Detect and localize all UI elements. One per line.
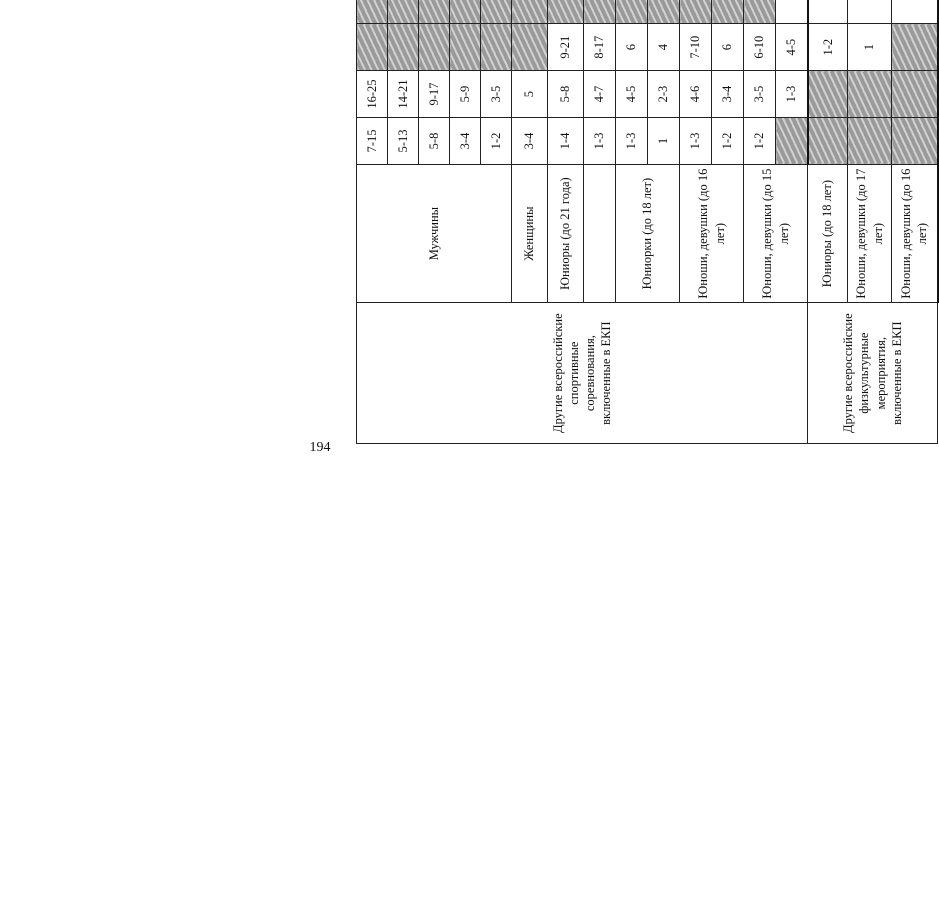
place-cell: 1 xyxy=(848,24,892,71)
place-cell xyxy=(584,0,616,24)
competition-group-label: Другие всероссийские физкультурные мероприятия, включенные в ЕКП xyxy=(808,303,938,444)
place-cell: 1-3 xyxy=(680,118,712,165)
place-cell: 1-2 xyxy=(744,118,776,165)
place-cell: 1-2 xyxy=(808,24,848,71)
place-cell: 6 xyxy=(616,24,648,71)
category-label: Юноши, девушки (до 17 лет) xyxy=(848,164,892,302)
place-cell xyxy=(388,24,419,71)
place-cell xyxy=(388,0,419,24)
place-cell: 1 xyxy=(648,118,680,165)
place-cell xyxy=(450,0,481,24)
place-cell xyxy=(892,0,938,24)
place-cell xyxy=(357,0,388,24)
place-cell: 16-25 xyxy=(357,71,388,118)
place-cell: 14-21 xyxy=(388,71,419,118)
place-cell: 3-4 xyxy=(512,118,548,165)
category-label: Юниоры (до 18 лет) xyxy=(808,164,848,302)
place-cell xyxy=(892,118,938,165)
place-cell xyxy=(744,0,776,24)
place-cell xyxy=(512,24,548,71)
place-cell: 5-8 xyxy=(548,71,584,118)
table-row xyxy=(808,0,848,444)
place-cell: 1-3 xyxy=(584,118,616,165)
category-label: Юниорки (до 18 лет) xyxy=(616,164,680,302)
category-label: Юноши, девушки (до 15 лет) xyxy=(744,164,808,302)
place-cell: 3-5 xyxy=(481,71,512,118)
category-label: Мужчины xyxy=(357,164,512,302)
place-cell: 8-17 xyxy=(584,24,616,71)
place-cell: 4-6 xyxy=(680,71,712,118)
category-label: Юноши, девушки (до 16 лет) xyxy=(892,164,938,302)
category-label: Юниоры (до 21 года) xyxy=(548,164,584,302)
place-cell: 4-5 xyxy=(776,24,808,71)
table-row xyxy=(357,0,388,444)
place-cell xyxy=(808,71,848,118)
place-cell xyxy=(481,0,512,24)
place-cell xyxy=(481,24,512,71)
place-cell xyxy=(848,0,892,24)
place-cell xyxy=(808,0,848,24)
place-cell xyxy=(419,0,450,24)
place-cell xyxy=(616,0,648,24)
category-label: Женщины xyxy=(512,164,548,302)
place-cell: 5-13 xyxy=(388,118,419,165)
place-cell xyxy=(680,0,712,24)
place-cell: 9-21 xyxy=(548,24,584,71)
place-cell: 1-2 xyxy=(712,118,744,165)
place-cell xyxy=(848,71,892,118)
place-cell: 4-7 xyxy=(584,71,616,118)
competition-group-label: Другие всероссийские спортивные соревнования, включенные в ЕКП xyxy=(357,303,808,444)
place-cell: 5-8 xyxy=(419,118,450,165)
category-label: Юноши, девушки (до 16 лет) xyxy=(680,164,744,302)
ranking-table xyxy=(356,0,939,444)
page-number: 194 xyxy=(309,440,331,455)
place-cell xyxy=(548,0,584,24)
place-cell: 5-9 xyxy=(450,71,481,118)
place-cell: 3-5 xyxy=(744,71,776,118)
place-cell: 1-3 xyxy=(616,118,648,165)
place-cell: 7-10 xyxy=(680,24,712,71)
place-cell xyxy=(776,118,808,165)
place-cell: 3-4 xyxy=(712,71,744,118)
place-cell xyxy=(712,0,744,24)
place-cell xyxy=(776,0,808,24)
place-cell: 4-5 xyxy=(616,71,648,118)
place-cell xyxy=(848,118,892,165)
place-cell: 5 xyxy=(512,71,548,118)
place-cell: 3-4 xyxy=(450,118,481,165)
place-cell xyxy=(512,0,548,24)
place-cell xyxy=(450,24,481,71)
place-cell xyxy=(892,24,938,71)
place-cell xyxy=(648,0,680,24)
place-cell: 6 xyxy=(712,24,744,71)
place-cell xyxy=(808,118,848,165)
place-cell: 4 xyxy=(648,24,680,71)
place-cell: 1-4 xyxy=(548,118,584,165)
place-cell xyxy=(892,71,938,118)
place-cell xyxy=(357,24,388,71)
place-cell: 1-3 xyxy=(776,71,808,118)
place-cell xyxy=(419,24,450,71)
place-cell: 6-10 xyxy=(744,24,776,71)
place-cell: 9-17 xyxy=(419,71,450,118)
place-cell: 7-15 xyxy=(357,118,388,165)
place-cell: 1-2 xyxy=(481,118,512,165)
place-cell: 2-3 xyxy=(648,71,680,118)
category-label xyxy=(584,164,616,302)
